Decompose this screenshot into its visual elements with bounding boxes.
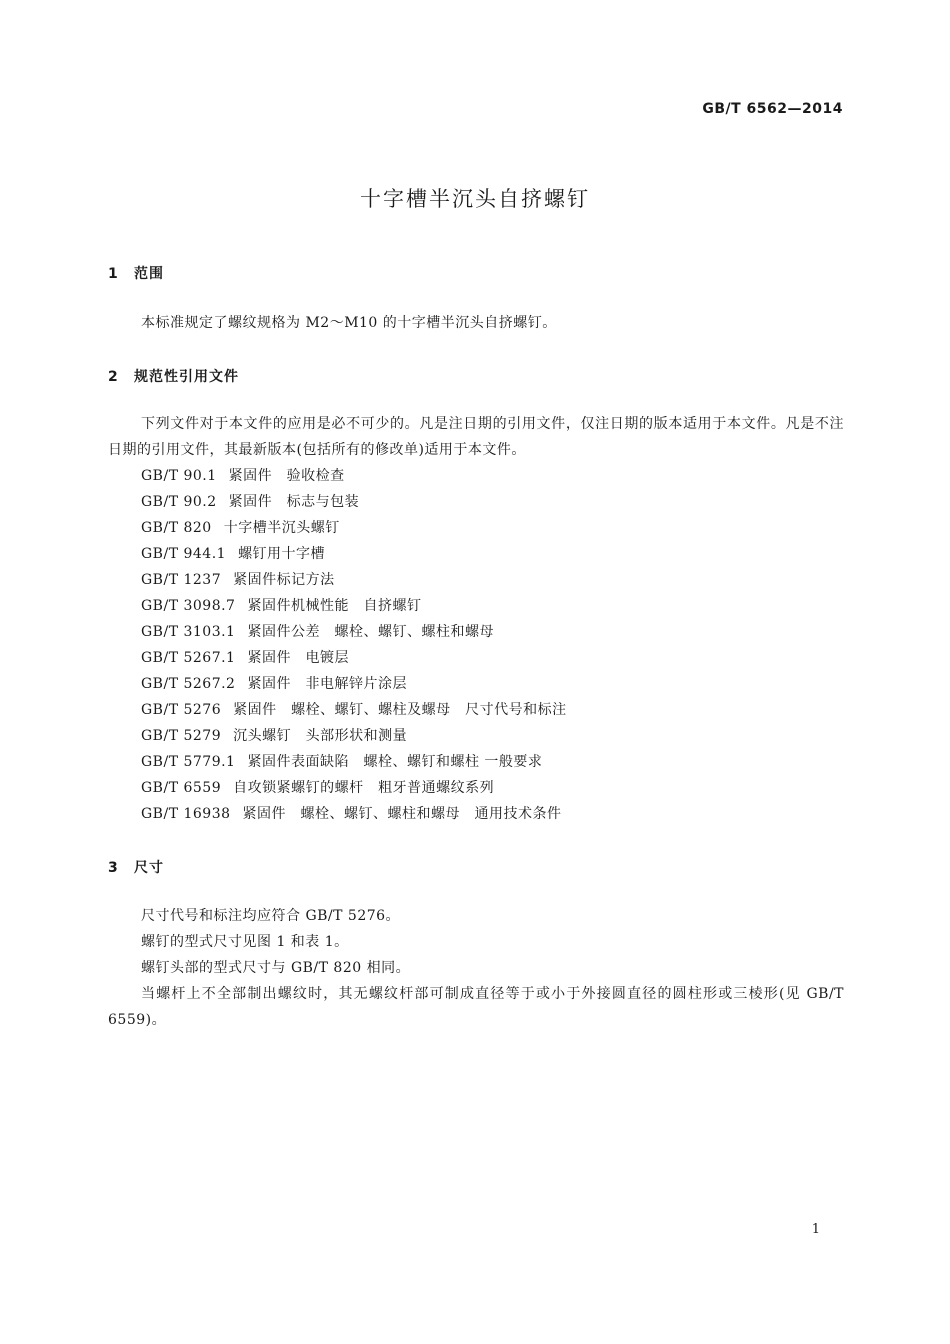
reference-code: GB/T 3103.1 (141, 624, 236, 640)
reference-item (141, 593, 567, 619)
document-title: 十字槽半沉头自挤螺钉 (360, 187, 590, 211)
section-title: 规范性引用文件 (134, 369, 239, 385)
reference-title: 十字槽半沉头螺钉 (223, 520, 340, 536)
reference-title: 紧固件 非电解锌片涂层 (247, 676, 407, 692)
reference-title: 紧固件标记方法 (233, 572, 335, 588)
reference-code: GB/T 5279 (141, 728, 222, 744)
dimensions-paragraph-1: 尺寸代号和标注均应符合 GB/T 5276。 (141, 908, 401, 924)
reference-code: GB/T 3098.7 (141, 598, 236, 614)
reference-code: GB/T 5267.1 (141, 650, 236, 666)
reference-item (141, 463, 567, 489)
section-number: 3 (108, 860, 119, 876)
reference-list (141, 463, 567, 827)
reference-item (141, 671, 567, 697)
reference-item (141, 801, 567, 827)
reference-item (141, 567, 567, 593)
reference-code: GB/T 820 (141, 520, 212, 536)
reference-title: 自攻锁紧螺钉的螺杆 粗牙普通螺纹系列 (233, 780, 495, 796)
reference-code: GB/T 5276 (141, 702, 222, 718)
reference-code: GB/T 90.2 (141, 494, 217, 510)
reference-item (141, 619, 567, 645)
section-heading-dimensions (108, 857, 164, 877)
reference-item (141, 541, 567, 567)
reference-item (141, 775, 567, 801)
reference-item (141, 723, 567, 749)
reference-title: 沉头螺钉 头部形状和测量 (233, 728, 408, 744)
reference-title: 螺钉用十字槽 (238, 546, 326, 562)
reference-title: 紧固件表面缺陷 螺栓、螺钉和螺柱 一般要求 (247, 754, 543, 770)
reference-item (141, 515, 567, 541)
standard-code: GB/T 6562—2014 (702, 101, 843, 117)
reference-code: GB/T 1237 (141, 572, 222, 588)
section-title: 范围 (134, 266, 164, 282)
reference-code: GB/T 5267.2 (141, 676, 236, 692)
reference-item (141, 749, 567, 775)
reference-item (141, 489, 567, 515)
reference-title: 紧固件 标志与包装 (228, 494, 360, 510)
page-number: 1 (811, 1222, 820, 1237)
reference-item (141, 645, 567, 671)
section-number: 1 (108, 266, 119, 282)
dimensions-paragraph-2: 螺钉的型式尺寸见图 1 和表 1。 (141, 934, 349, 950)
reference-item (141, 697, 567, 723)
section-heading-normative-references (108, 366, 239, 386)
reference-code: GB/T 944.1 (141, 546, 227, 562)
reference-title: 紧固件 验收检查 (228, 468, 345, 484)
section-heading-scope (108, 263, 164, 283)
section-title: 尺寸 (134, 860, 164, 876)
reference-code: GB/T 16938 (141, 806, 231, 822)
scope-paragraph: 本标准规定了螺纹规格为 M2～M10 的十字槽半沉头自挤螺钉。 (141, 315, 557, 331)
reference-title: 紧固件 电镀层 (247, 650, 349, 666)
section-number: 2 (108, 369, 119, 385)
reference-title: 紧固件 螺栓、螺钉、螺柱及螺母 尺寸代号和标注 (233, 702, 567, 718)
reference-title: 紧固件 螺栓、螺钉、螺柱和螺母 通用技术条件 (242, 806, 562, 822)
reference-title: 紧固件公差 螺栓、螺钉、螺柱和螺母 (247, 624, 494, 640)
reference-code: GB/T 5779.1 (141, 754, 236, 770)
reference-code: GB/T 90.1 (141, 468, 217, 484)
reference-title: 紧固件机械性能 自挤螺钉 (247, 598, 422, 614)
reference-code: GB/T 6559 (141, 780, 222, 796)
dimensions-paragraph-4: 当螺杆上不全部制出螺纹时，其无螺纹杆部可制成直径等于或小于外接圆直径的圆柱形或三棱形(见 GB/T 6559)。 (108, 986, 844, 1028)
references-intro-paragraph: 下列文件对于本文件的应用是必不可少的。凡是注日期的引用文件，仅注日期的版本适用于本文件。凡是不注日期的引用文件，其最新版本(包括所有的修改单)适用于本文件。 (108, 416, 844, 458)
dimensions-paragraph-3: 螺钉头部的型式尺寸与 GB/T 820 相同。 (141, 960, 411, 976)
